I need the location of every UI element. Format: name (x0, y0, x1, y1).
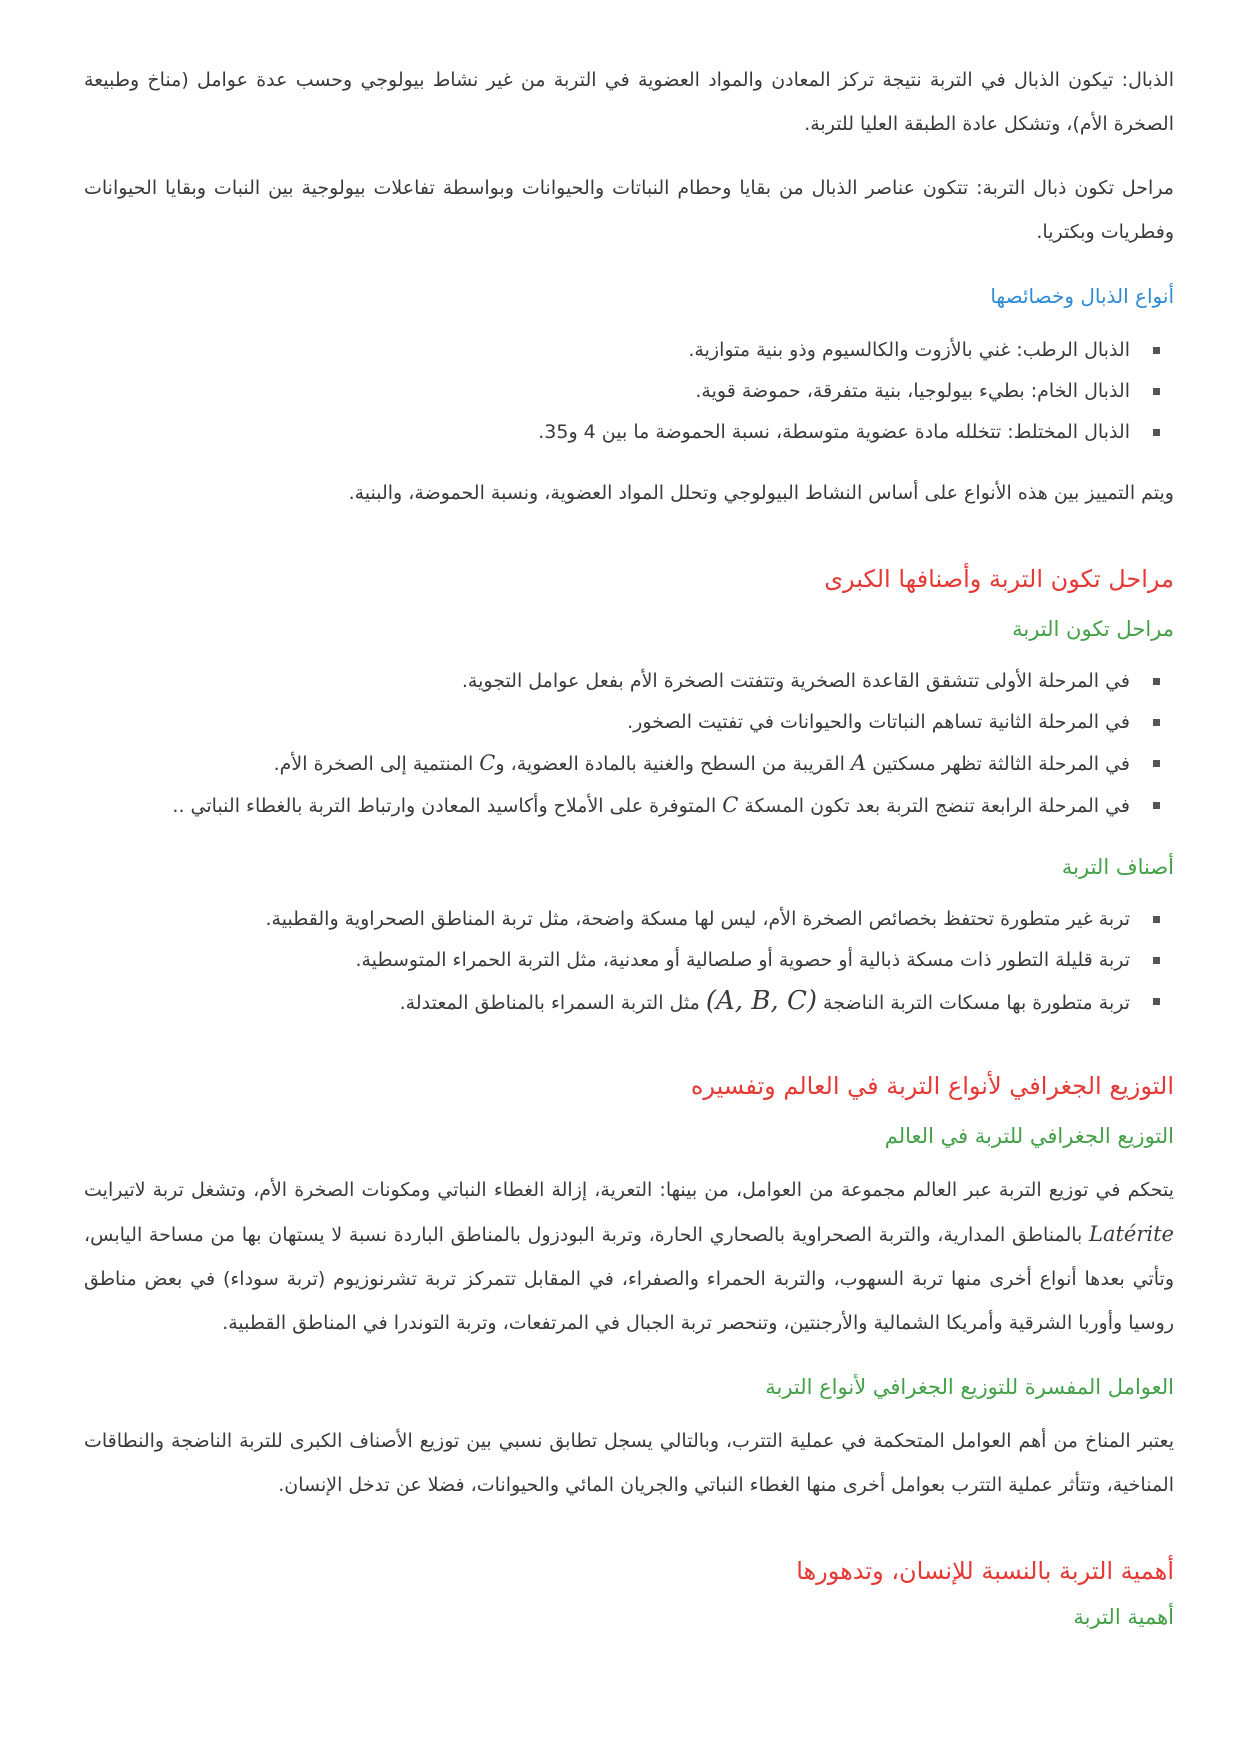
paragraph-humus-definition: الذبال: تيكون الذبال في التربة نتيجة تركز المعادن والمواد العضوية في التربة من غير نشاط بيولوجي وحسب عدة عوامل (مناخ وطبيعة الصخرة الأم)، وتشكل عادة الطبقة العليا للتربة. (84, 69, 1174, 135)
list-item: الذبال المختلط: تتخلله مادة عضوية متوسطة، نسبة الحموضة ما بين 4 و35. (84, 412, 1130, 453)
list-item (84, 743, 1130, 785)
stage3-text-a: في المرحلة الثالثة تظهر مسكتين (872, 753, 1130, 775)
heading-geographic-distribution: التوزيع الجغرافي للتربة في العالم (884, 1124, 1174, 1148)
heading-explanatory-factors: العوامل المفسرة للتوزيع الجغرافي لأنواع التربة (765, 1375, 1174, 1399)
heading-soil-importance-main: أهمية التربة بالنسبة للإنسان، وتدهورها (796, 1557, 1174, 1585)
class3-text-a: تربة متطورة بها مسكات التربة الناضجة (823, 992, 1130, 1014)
heading-humus-types: أنواع الذبال وخصائصها (990, 284, 1174, 308)
humus-types-list (84, 330, 1174, 453)
heading-soil-classes: أصناف التربة (1061, 855, 1174, 879)
math-horizon-a: A (850, 751, 867, 775)
list-item: تربة قليلة التطور ذات مسكة ذبالية أو حصوية أو صلصالية أو معدنية، مثل التربة الحمراء المتوسطية. (84, 940, 1130, 981)
stage4-text-a: في المرحلة الرابعة تنضج التربة بعد تكون المسكة (744, 795, 1130, 817)
list-item: الذبال الرطب: غني بالأزوت والكالسيوم وذو بنية متوازية. (84, 330, 1130, 371)
distribution-text-a: يتحكم في توزيع التربة عبر العالم مجموعة من العوامل، من بينها: التعرية، إزالة الغطاء النباتي ومكونات الصخرة الأم، وتشغل تربة لاتيرايت (84, 1179, 1174, 1201)
math-horizon-c: C (479, 751, 496, 775)
stage3-text-c: المنتمية إلى الصخرة الأم. (273, 753, 474, 775)
heading-soil-importance: أهمية التربة (1073, 1605, 1174, 1629)
class3-text-b: مثل التربة السمراء بالمناطق المعتدلة. (399, 992, 700, 1014)
paragraph-humus-distinction: ويتم التمييز بين هذه الأنواع على أساس النشاط البيولوجي وتحلل المواد العضوية، ونسبة الحموضة، والبنية. (348, 482, 1174, 504)
heading-geographic-distribution-main: التوزيع الجغرافي لأنواع التربة في العالم وتفسيره (690, 1072, 1174, 1100)
math-laterite: Latérite (1089, 1222, 1174, 1246)
list-item: الذبال الخام: بطيء بيولوجيا، بنية متفرقة، حموضة قوية. (84, 371, 1130, 412)
list-item: في المرحلة الأولى تتشقق القاعدة الصخرية وتتفتت الصخرة الأم بفعل عوامل التجوية. (84, 661, 1130, 702)
math-horizon-c: C (722, 793, 739, 817)
document-content (84, 58, 1174, 1649)
list-item: في المرحلة الثانية تساهم النباتات والحيوانات في تفتيت الصخور. (84, 702, 1130, 743)
formation-stages-list (84, 661, 1174, 827)
stage4-text-b: المتوفرة على الأملاح وأكاسيد المعادن وارتباط التربة بالغطاء النباتي .. (172, 795, 717, 817)
paragraph-distribution (84, 1168, 1174, 1345)
heading-soil-formation-classes: مراحل تكون التربة وأصنافها الكبرى (824, 565, 1174, 593)
paragraph-factors: يعتبر المناخ من أهم العوامل المتحكمة في عملية التترب، وبالتالي يسجل تطابق نسبي بين توزيع الأصناف الكبرى للتربة الناضجة والنطاقات المناخية، وتتأثر عملية التترب بعوامل أخرى منها الغطاء النباتي والجريان المائي والحيوانات، فضلا عن تدخل الإنسان. (84, 1430, 1174, 1496)
soil-classes-list (84, 899, 1174, 1024)
list-item (84, 981, 1130, 1024)
math-horizons-abc: (A, B, C) (705, 986, 817, 1016)
stage3-text-b: القريبة من السطح والغنية بالمادة العضوية، و (495, 753, 845, 775)
heading-soil-formation-stages: مراحل تكون التربة (1012, 617, 1174, 641)
paragraph-humus-formation: مراحل تكون ذبال التربة: تتكون عناصر الذبال من بقايا وحطام النباتات والحيوانات وبواسطة تفاعلات بيولوجية بين النبات وبقايا الحيوانات وفطريات وبكتريا. (84, 177, 1174, 243)
list-item: تربة غير متطورة تحتفظ بخصائص الصخرة الأم، ليس لها مسكة واضحة، مثل تربة المناطق الصحراوية والقطبية. (84, 899, 1130, 940)
list-item (84, 785, 1130, 827)
distribution-text-b: بالمناطق المدارية، والتربة الصحراوية بالصحاري الحارة، وتربة البودزول بالمناطق الباردة نسبة لا يستهان بها من مساحة اليابس، وتأتي بعدها أنواع أخرى منها تربة السهوب، والتربة الحمراء والصفراء، في المقابل تتمركز تربة تشرنوزيوم (تربة سوداء) في بعض مناطق روسيا وأوربا الشرقية وأمريكا الشمالية والأرجنتين، وتنحصر تربة الجبال في المرتفعات، وتربة التوندرا في المناطق القطبية. (84, 1224, 1174, 1334)
